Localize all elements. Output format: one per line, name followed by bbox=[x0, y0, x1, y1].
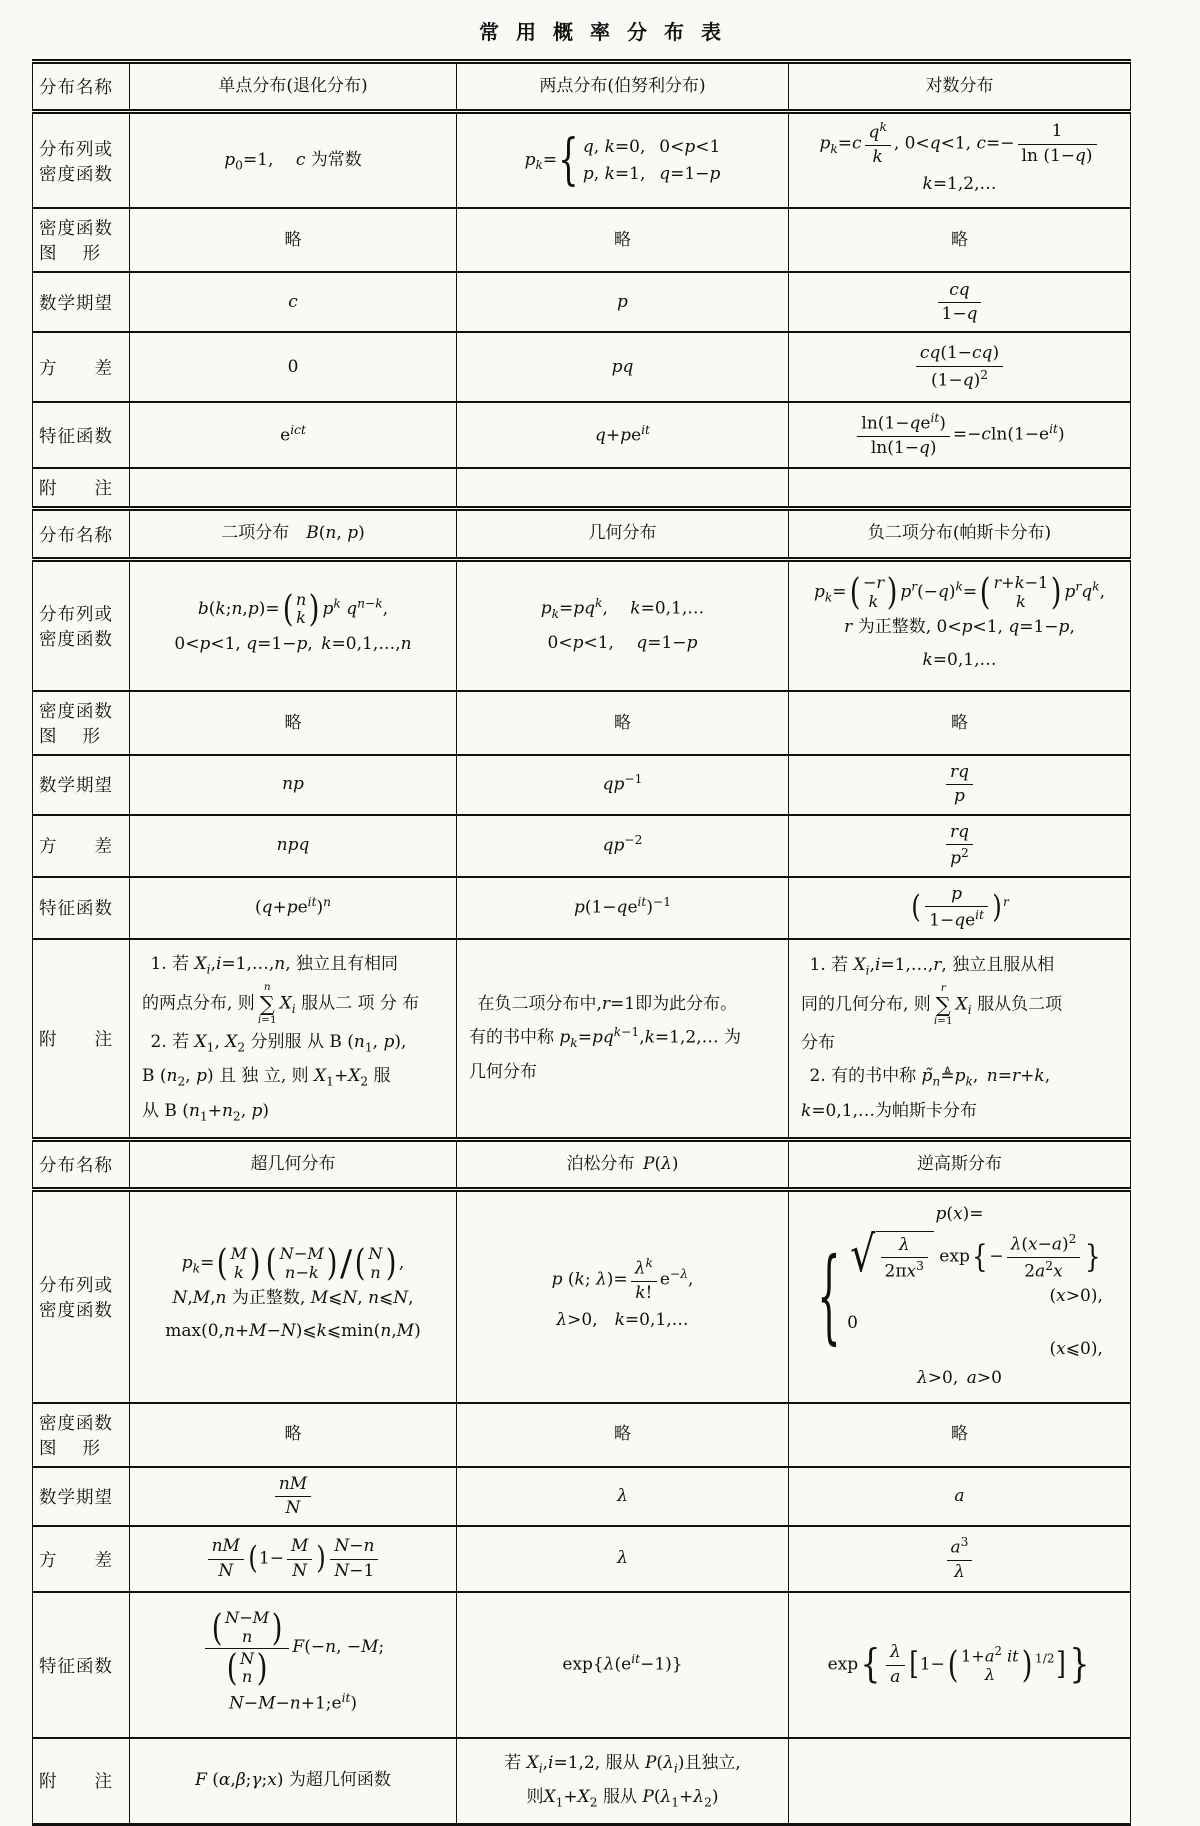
cell-characteristic-function: $p(1-qe^{it})^{-1}$ bbox=[457, 877, 789, 939]
table-row bbox=[33, 112, 1131, 209]
row-label-name: 分布名称 bbox=[33, 62, 130, 112]
cell-variance: $\frac{a^3}{\lambda}$ bbox=[789, 1526, 1131, 1592]
table-row bbox=[33, 691, 1131, 755]
cell-distribution-name: 逆高斯分布 bbox=[789, 1139, 1131, 1189]
table-row bbox=[33, 509, 1131, 559]
cell-characteristic-function: exp{ $\frac{\lambda}{a}$ [1− ( $1+a^2$ it λ ) $^{1/2}$]} bbox=[789, 1592, 1131, 1738]
cell-note: 1. 若 $X_i,i=1,\dots,n$, 独立且有相同 的两点分布, 则 n ∑ i=1 $X_i$ 服从二 项 分 布 2. 若 $X_1$, $X_2$ 分别服 从 B ($n_1$, p), B ($n_2$, p) 且 独 立, 则 $X_1+X_2$ 服 从 B ($n_1+n_2$, p) bbox=[130, 939, 457, 1140]
table-row bbox=[33, 332, 1131, 402]
cell-expectation: c bbox=[130, 272, 457, 332]
cell-note bbox=[789, 1738, 1131, 1824]
cell-density-function: $p_k=$ ( −r k ) $p^r(-q)^k=$ ( r+k−1 k ) $p^rq^k$, r 为正整数, 0<p<1, q=1−p, k=0,1,… bbox=[789, 559, 1131, 691]
cell-distribution-name: 二项分布 B(n, p) bbox=[130, 509, 457, 559]
table-row bbox=[33, 755, 1131, 815]
cell-distribution-name: 单点分布(退化分布) bbox=[130, 62, 457, 112]
cell-density-function: b(k;n,p)= ( n k ) $p^k$ $q^{n-k}$, 0<p<1, q=1−p, k=0,1,…,n bbox=[130, 559, 457, 691]
cell-note: 1. 若 $X_i,i=1,\dots,r$, 独立且服从相 同的几何分布, 则 r ∑ i=1 $X_i$ 服从负二项 分布 2. 有的书中称 $p̃_n≜p_k$, n=r+k, k=0,1,…为帕斯卡分布 bbox=[789, 939, 1131, 1140]
cell-density-graph: 略 bbox=[457, 1403, 789, 1467]
row-label-density: 分布列或 密度函数 bbox=[33, 559, 130, 691]
table-row bbox=[33, 1592, 1131, 1738]
row-label-note: 附 注 bbox=[33, 1738, 130, 1824]
cell-distribution-name: 负二项分布(帕斯卡分布) bbox=[789, 509, 1131, 559]
cell-characteristic-function: $\exp\{\lambda(e^{it}-1)\}$ bbox=[457, 1592, 789, 1738]
cell-note: 若 $X_i,i=1,2$, 服从 $P(\lambda_i)$且独立, 则$X_1+X_2$ 服从 $P(\lambda_1+\lambda_2)$ bbox=[457, 1738, 789, 1824]
cell-expectation: p bbox=[457, 272, 789, 332]
cell-distribution-name: 泊松分布 P(λ) bbox=[457, 1139, 789, 1189]
table-row bbox=[33, 468, 1131, 509]
cell-density-graph: 略 bbox=[130, 691, 457, 755]
row-label-mean: 数学期望 bbox=[33, 1467, 130, 1527]
table-row bbox=[33, 1403, 1131, 1467]
row-label-graph: 密度函数 图 形 bbox=[33, 208, 130, 272]
cell-density-graph: 略 bbox=[789, 691, 1131, 755]
cell-characteristic-function: ( N−M n ) ( N n ) F(−n, −M; $N-M-n+1;e^{it}$) bbox=[130, 1592, 457, 1738]
row-label-graph: 密度函数 图 形 bbox=[33, 691, 130, 755]
table-row bbox=[33, 62, 1131, 112]
table-row bbox=[33, 1738, 1131, 1824]
cell-density-function: $p_k=$ { q, k=0, 0<p<1 p, k=1, q=1−p bbox=[457, 112, 789, 209]
cell-expectation: $\frac{rq}{p}$ bbox=[789, 755, 1131, 815]
cell-note: F (α,β;γ;x) 为超几何函数 bbox=[130, 1738, 457, 1824]
row-label-graph: 密度函数 图 形 bbox=[33, 1403, 130, 1467]
table-row bbox=[33, 939, 1131, 1140]
row-label-name: 分布名称 bbox=[33, 1139, 130, 1189]
row-label-mean: 数学期望 bbox=[33, 755, 130, 815]
cell-distribution-name: 对数分布 bbox=[789, 62, 1131, 112]
cell-note bbox=[789, 468, 1131, 509]
table-row bbox=[33, 1467, 1131, 1527]
row-label-density: 分布列或 密度函数 bbox=[33, 1190, 130, 1403]
table-row bbox=[33, 1139, 1131, 1189]
row-label-name: 分布名称 bbox=[33, 509, 130, 559]
row-label-cf: 特征函数 bbox=[33, 402, 130, 468]
row-label-variance: 方 差 bbox=[33, 815, 130, 877]
row-label-note: 附 注 bbox=[33, 939, 130, 1140]
cell-note: 在负二项分布中,r=1即为此分布。 有的书中称 $p_k=pq^{k-1},k=1,2,\dots$ 为 几何分布 bbox=[457, 939, 789, 1140]
cell-density-graph: 略 bbox=[789, 208, 1131, 272]
cell-expectation: λ bbox=[457, 1467, 789, 1527]
cell-density-function: $p_k=c$ $\frac{q^k}{k}$ , 0<q<1, c=− $\frac{1}{\ln (1-q)}$ k=1,2,… bbox=[789, 112, 1131, 209]
cell-density-graph: 略 bbox=[130, 1403, 457, 1467]
cell-distribution-name: 几何分布 bbox=[457, 509, 789, 559]
cell-density-function: p(x)= { √ λ $2\pi x^3$ exp{ − $\frac{\lambda(x-a)^2}{2a^2x}$ } (x>0), 0 (x⩽0), λ>0, a>0 bbox=[789, 1190, 1131, 1403]
cell-density-function: $p_0=1$, c 为常数 bbox=[130, 112, 457, 209]
cell-variance: 0 bbox=[130, 332, 457, 402]
cell-characteristic-function: $(q+pe^{it})^n$ bbox=[130, 877, 457, 939]
row-label-cf: 特征函数 bbox=[33, 877, 130, 939]
cell-expectation: $\frac{nM}{N}$ bbox=[130, 1467, 457, 1527]
row-label-density: 分布列或 密度函数 bbox=[33, 112, 130, 209]
cell-distribution-name: 两点分布(伯努利分布) bbox=[457, 62, 789, 112]
cell-expectation: $qp^{-1}$ bbox=[457, 755, 789, 815]
cell-density-graph: 略 bbox=[457, 208, 789, 272]
cell-variance: $\frac{cq(1-cq)}{(1-q)^2}$ bbox=[789, 332, 1131, 402]
cell-expectation: np bbox=[130, 755, 457, 815]
cell-variance: $\frac{nM}{N}$ (1− $\frac{M}{N}$ ) $\frac{N-n}{N-1}$ bbox=[130, 1526, 457, 1592]
cell-characteristic-function: ( p $1-qe^{it}$ )$^r$ bbox=[789, 877, 1131, 939]
table-row bbox=[33, 815, 1131, 877]
row-label-variance: 方 差 bbox=[33, 1526, 130, 1592]
row-label-cf: 特征函数 bbox=[33, 1592, 130, 1738]
cell-variance: pq bbox=[457, 332, 789, 402]
table-row bbox=[33, 402, 1131, 468]
cell-density-graph: 略 bbox=[130, 208, 457, 272]
cell-characteristic-function: $\ln(1-qe^{it})$ ln(1−q) $=-cln(1-e^{it})$ bbox=[789, 402, 1131, 468]
cell-characteristic-function: $e^{ict}$ bbox=[130, 402, 457, 468]
cell-density-graph: 略 bbox=[457, 691, 789, 755]
cell-variance: $qp^{-2}$ bbox=[457, 815, 789, 877]
table-row bbox=[33, 1190, 1131, 1403]
row-label-mean: 数学期望 bbox=[33, 272, 130, 332]
cell-variance: npq bbox=[130, 815, 457, 877]
table-row bbox=[33, 208, 1131, 272]
cell-variance: λ bbox=[457, 1526, 789, 1592]
cell-distribution-name: 超几何分布 bbox=[130, 1139, 457, 1189]
cell-expectation: $\frac{cq}{1-q}$ bbox=[789, 272, 1131, 332]
cell-density-graph: 略 bbox=[789, 1403, 1131, 1467]
table-row bbox=[33, 877, 1131, 939]
cell-expectation: a bbox=[789, 1467, 1131, 1527]
cell-density-function: $p_k=pq^k$, k=0,1,… 0<p<1, q=1−p bbox=[457, 559, 789, 691]
cell-note bbox=[130, 468, 457, 509]
cell-variance: $\frac{rq}{p^2}$ bbox=[789, 815, 1131, 877]
table-row bbox=[33, 559, 1131, 691]
probability-distribution-table bbox=[32, 59, 1131, 1826]
cell-density-function: $p_k=$ ( M k ) ( N−M n−k ) / ( N n ) , N,M,n 为正整数, M⩽N, n⩽N, max(0,n+M−N)⩽k⩽min(n,M) bbox=[130, 1190, 457, 1403]
row-label-variance: 方 差 bbox=[33, 332, 130, 402]
table-row bbox=[33, 1526, 1131, 1592]
cell-density-function: p (k; λ)= $\frac{\lambda^k}{k!}$ $e^{-\lambda}$, λ>0, k=0,1,… bbox=[457, 1190, 789, 1403]
cell-note bbox=[457, 468, 789, 509]
page-title: 常用概率分布表 bbox=[479, 20, 738, 44]
table-row bbox=[33, 272, 1131, 332]
cell-characteristic-function: $q+pe^{it}$ bbox=[457, 402, 789, 468]
row-label-note: 附 注 bbox=[33, 468, 130, 509]
